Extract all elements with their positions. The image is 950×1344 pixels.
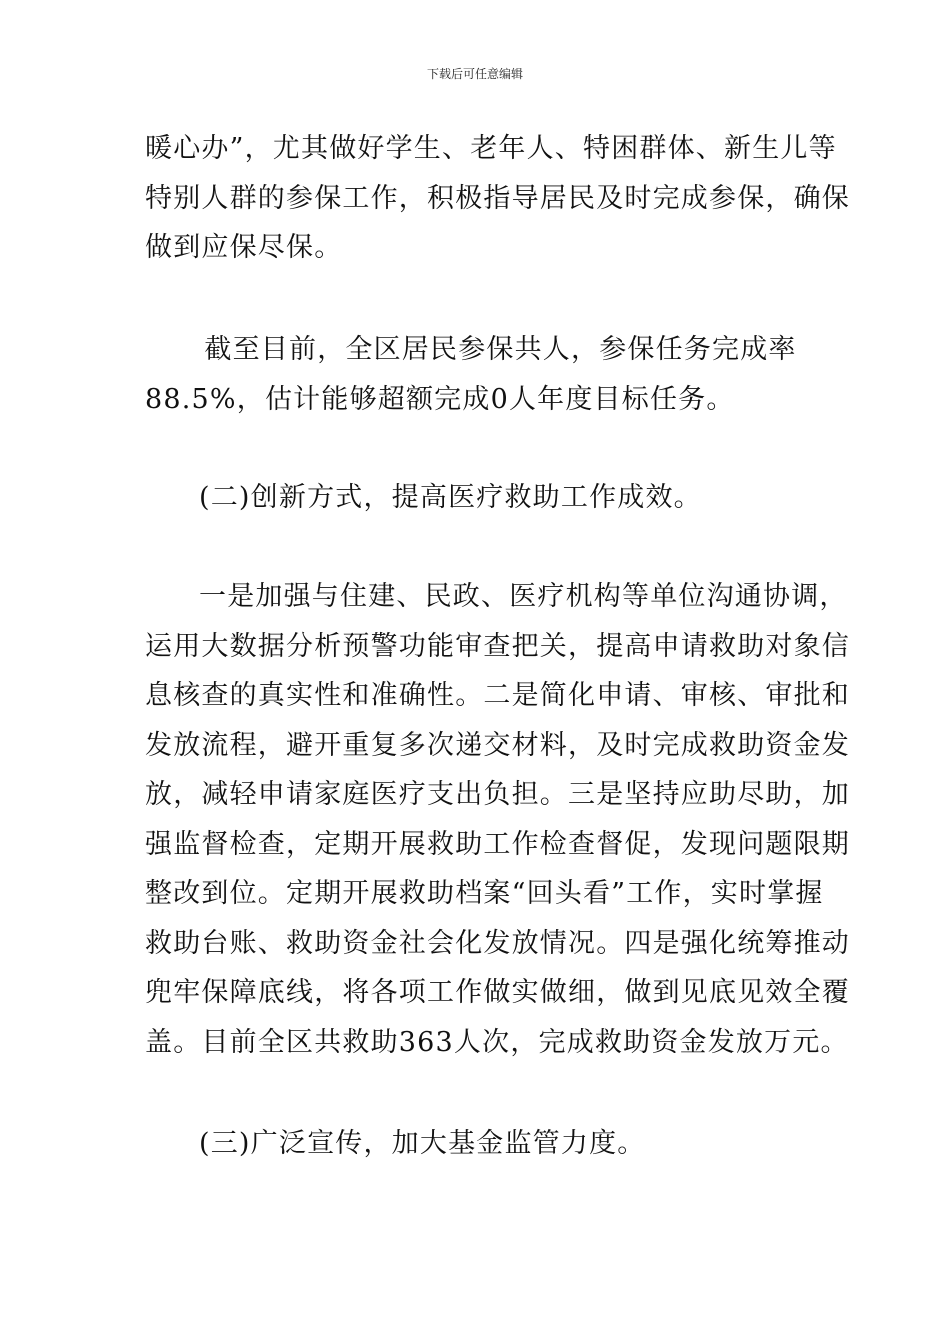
section-heading-3 bbox=[145, 1119, 810, 1169]
text-line: 救助台账、救助资金社会化发放情况。四是强化统筹推动 bbox=[145, 927, 850, 959]
text-line: 放，减轻申请家庭医疗支出负担。三是坚持应助尽助，加 bbox=[145, 779, 850, 810]
text-line: 整改到位。定期开展救助档案“回头看”工作，实时掌握 bbox=[145, 878, 824, 909]
heading-text: (三)广泛宣传，加大基金监管力度。 bbox=[199, 1128, 646, 1159]
text-line: 88.5%，估计能够超额完成0人年度目标任务。 bbox=[145, 383, 735, 415]
text-line: 息核查的真实性和准确性。二是简化申请、审核、审批和 bbox=[145, 680, 850, 711]
text-line: 兜牢保障底线，将各项工作做实做细，做到见底见效全覆 bbox=[145, 977, 850, 1008]
text-line: 运用大数据分析预警功能审查把关，提高申请救助对象信 bbox=[145, 630, 850, 662]
text-line: 一是加强与住建、民政、医疗机构等单位沟通协调， bbox=[199, 581, 848, 612]
text-line: 强监督检查，定期开展救助工作检查督促，发现问题限期 bbox=[145, 828, 850, 860]
page-header-note: 下载后可任意编辑 bbox=[426, 67, 523, 81]
text-line: 盖。目前全区共救助363人次，完成救助资金发放万元。 bbox=[145, 1026, 849, 1058]
paragraph-enrollment-status bbox=[145, 325, 810, 424]
text-line: 暖心办”，尤其做好学生、老年人、特困群体、新生儿等 bbox=[145, 133, 837, 164]
text-line: 发放流程，避开重复多次递交材料，及时完成救助资金发 bbox=[145, 729, 850, 761]
heading-text: (二)创新方式，提高医疗救助工作成效。 bbox=[199, 482, 702, 513]
text-line: 做到应保尽保。 bbox=[145, 232, 343, 263]
paragraph-insurance-coverage bbox=[145, 124, 850, 273]
section-heading-2 bbox=[145, 473, 810, 523]
text-line: 截至目前，全区居民参保共人，参保任务完成率 bbox=[204, 334, 797, 365]
paragraph-medical-assistance bbox=[145, 572, 850, 1067]
text-line: 特别人群的参保工作，积极指导居民及时完成参保，确保 bbox=[145, 182, 850, 214]
